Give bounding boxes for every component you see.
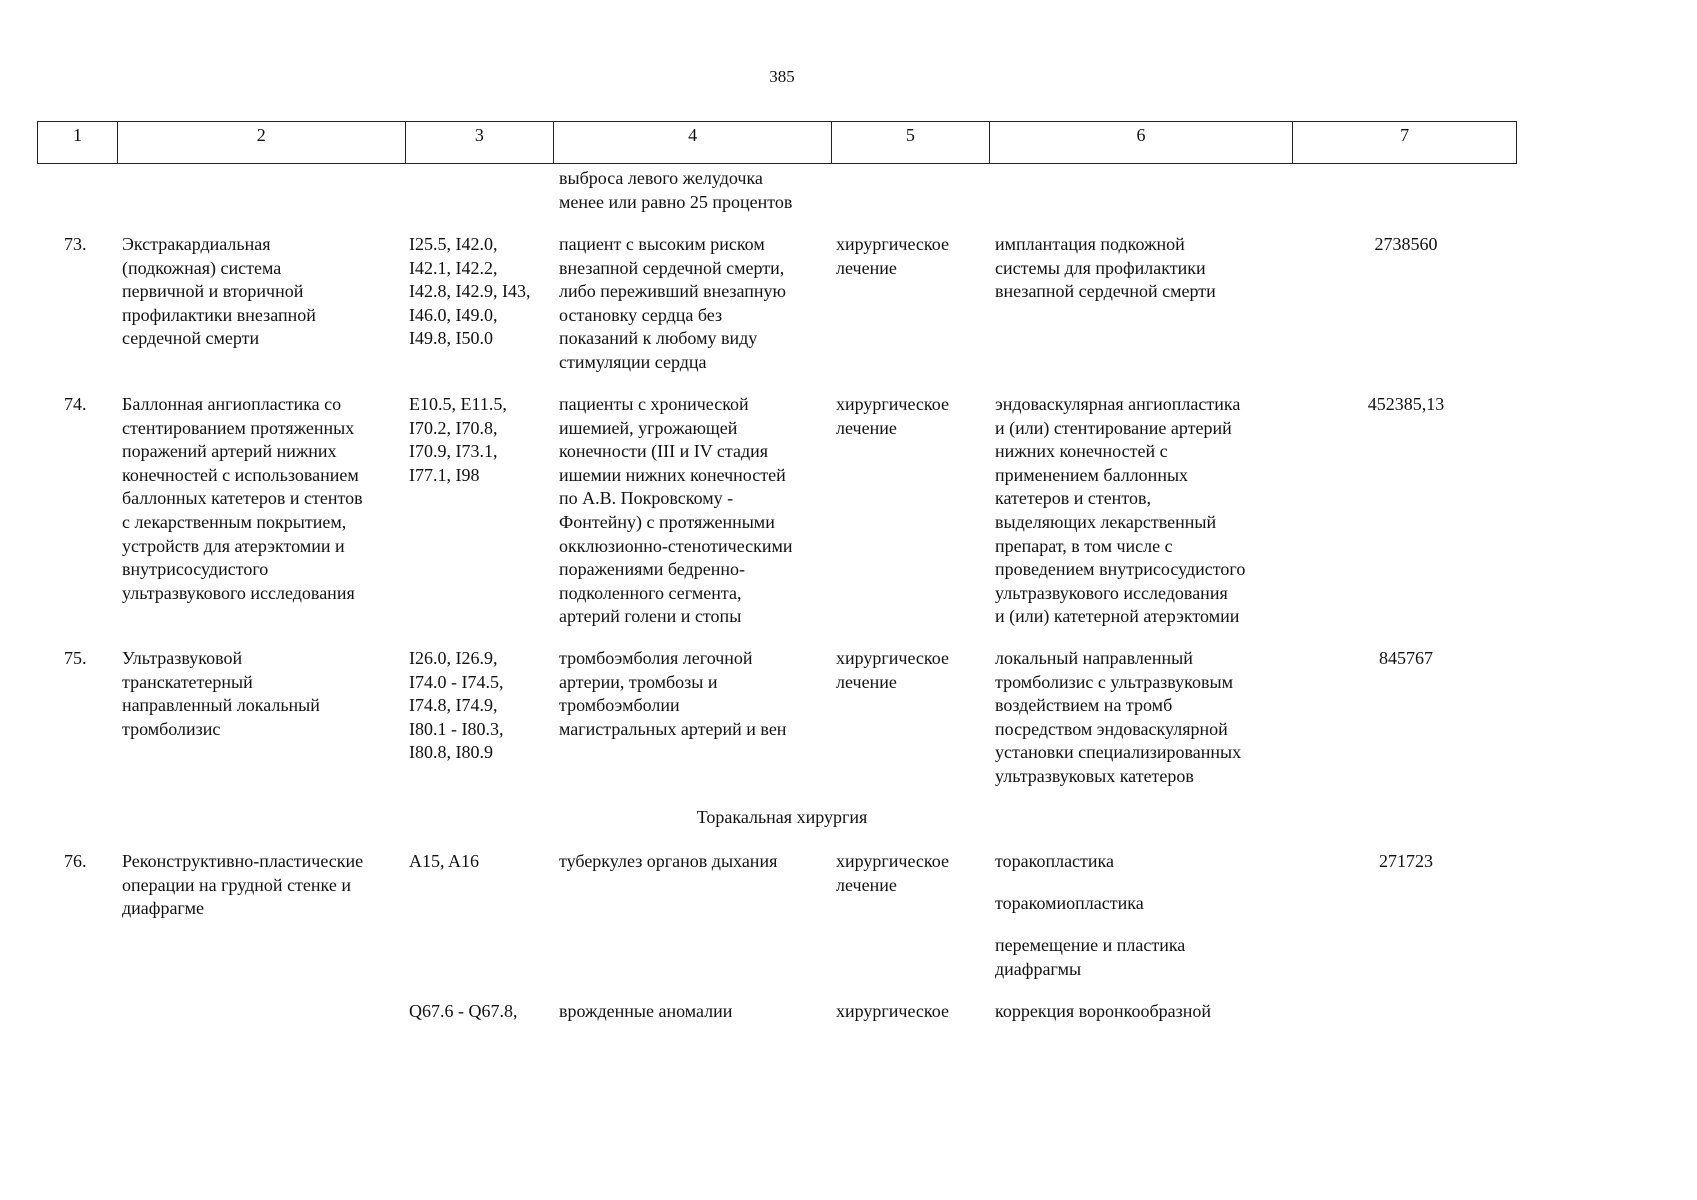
continuation-patient-text: выброса левого желудочка менее или равно 25 процентов xyxy=(559,168,793,212)
patient-model: пациенты с хронической ишемией, угрожающей конечности (III и IV стадия ишемии нижних конечностей по А.В. Покровскому - Фонтейну) с протяженными окклюзионно-стенотическими поражениями бедренно- подколенного сегмента, артерий голени и стопы xyxy=(559,394,793,627)
row-number: 73. xyxy=(64,234,87,254)
icd-codes: Q67.6 - Q67.8, xyxy=(409,1001,518,1021)
page-number: 385 xyxy=(769,67,795,86)
icd-codes: I26.0, I26.9, I74.0 - I74.5, I74.8, I74.9, I80.1 - I80.3, I80.8, I80.9 xyxy=(409,648,504,763)
icd-codes: A15, A16 xyxy=(409,851,480,871)
row-number: 74. xyxy=(64,394,87,414)
icd-codes: I25.5, I42.0, I42.1, I42.2, I42.8, I42.9, I43, I46.0, I49.0, I49.8, I50.0 xyxy=(409,234,531,349)
technology-name: Ультразвуковой транскатетерный направленный локальный тромболизис xyxy=(122,648,320,739)
treatment-method: торакомиопластика xyxy=(995,893,1144,913)
header-col-3: 3 xyxy=(406,122,555,163)
header-col-2: 2 xyxy=(118,122,406,163)
header-col-7: 7 xyxy=(1400,125,1410,145)
treatment-method: перемещение и пластика диафрагмы xyxy=(995,935,1186,979)
header-col-6: 6 xyxy=(990,122,1294,163)
technology-name: Реконструктивно-пластические операции на грудной стенке и диафрагме xyxy=(122,851,364,919)
treatment-method: эндоваскулярная ангиопластика и (или) стентирование артерий нижних конечностей с применением баллонных катетеров и стентов, выделяющих лекарственный препарат, в том числе с проведением внутрисосудистого ультразвукового исследования и (или) катетерной атерэктомии xyxy=(995,394,1246,627)
patient-model: тромбоэмболия легочной артерии, тромбозы и тромбоэмболии магистральных артерий и вен xyxy=(559,648,787,739)
header-col-4: 4 xyxy=(554,122,832,163)
cost-value: 452385,13 xyxy=(1367,394,1445,414)
technology-name: Баллонная ангиопластика со стентированием протяженных поражений артерий нижних конечностей с использованием баллонных катетеров и стентов с лекарственным покрытием, устройств для атерэктомии и внутрисосудистого ультразвукового исследования xyxy=(122,394,363,603)
treatment-type: хирургическое лечение xyxy=(836,851,949,895)
row-number: 76. xyxy=(64,851,87,871)
header-col-5: 5 xyxy=(832,122,990,163)
treatment-type: хирургическое лечение xyxy=(836,648,949,692)
section-title: Торакальная хирургия xyxy=(696,807,868,827)
technology-name: Экстракардиальная (подкожная) система первичной и вторичной профилактики внезапной сердечной смерти xyxy=(122,234,316,349)
treatment-method: торакопластика xyxy=(995,851,1115,871)
patient-model: врожденные аномалии xyxy=(559,1001,733,1021)
cost-value: 845767 xyxy=(1379,648,1433,668)
treatment-type: хирургическое лечение xyxy=(836,394,949,438)
cost-value: 2738560 xyxy=(1374,234,1438,254)
treatment-method: имплантация подкожной системы для профилактики внезапной сердечной смерти xyxy=(995,234,1216,302)
cost-value: 271723 xyxy=(1379,851,1433,871)
treatment-method: коррекция воронкообразной xyxy=(995,1001,1211,1021)
patient-model: пациент с высоким риском внезапной сердечной смерти, либо переживший внезапную остановку сердца без показаний к любому виду стимуляции сердца xyxy=(559,234,786,372)
header-col-1: 1 xyxy=(38,122,118,163)
patient-model: туберкулез органов дыхания xyxy=(559,851,778,871)
row-number: 75. xyxy=(64,648,87,668)
treatment-type: хирургическое xyxy=(836,1001,949,1021)
table-header xyxy=(37,121,1517,164)
treatment-method: локальный направленный тромболизис с ультразвуковым воздействием на тромб посредством эндоваскулярной установки специализированных ультразвуковых катетеров xyxy=(995,648,1242,786)
icd-codes: E10.5, E11.5, I70.2, I70.8, I70.9, I73.1, I77.1, I98 xyxy=(409,394,507,485)
treatment-type: хирургическое лечение xyxy=(836,234,949,278)
